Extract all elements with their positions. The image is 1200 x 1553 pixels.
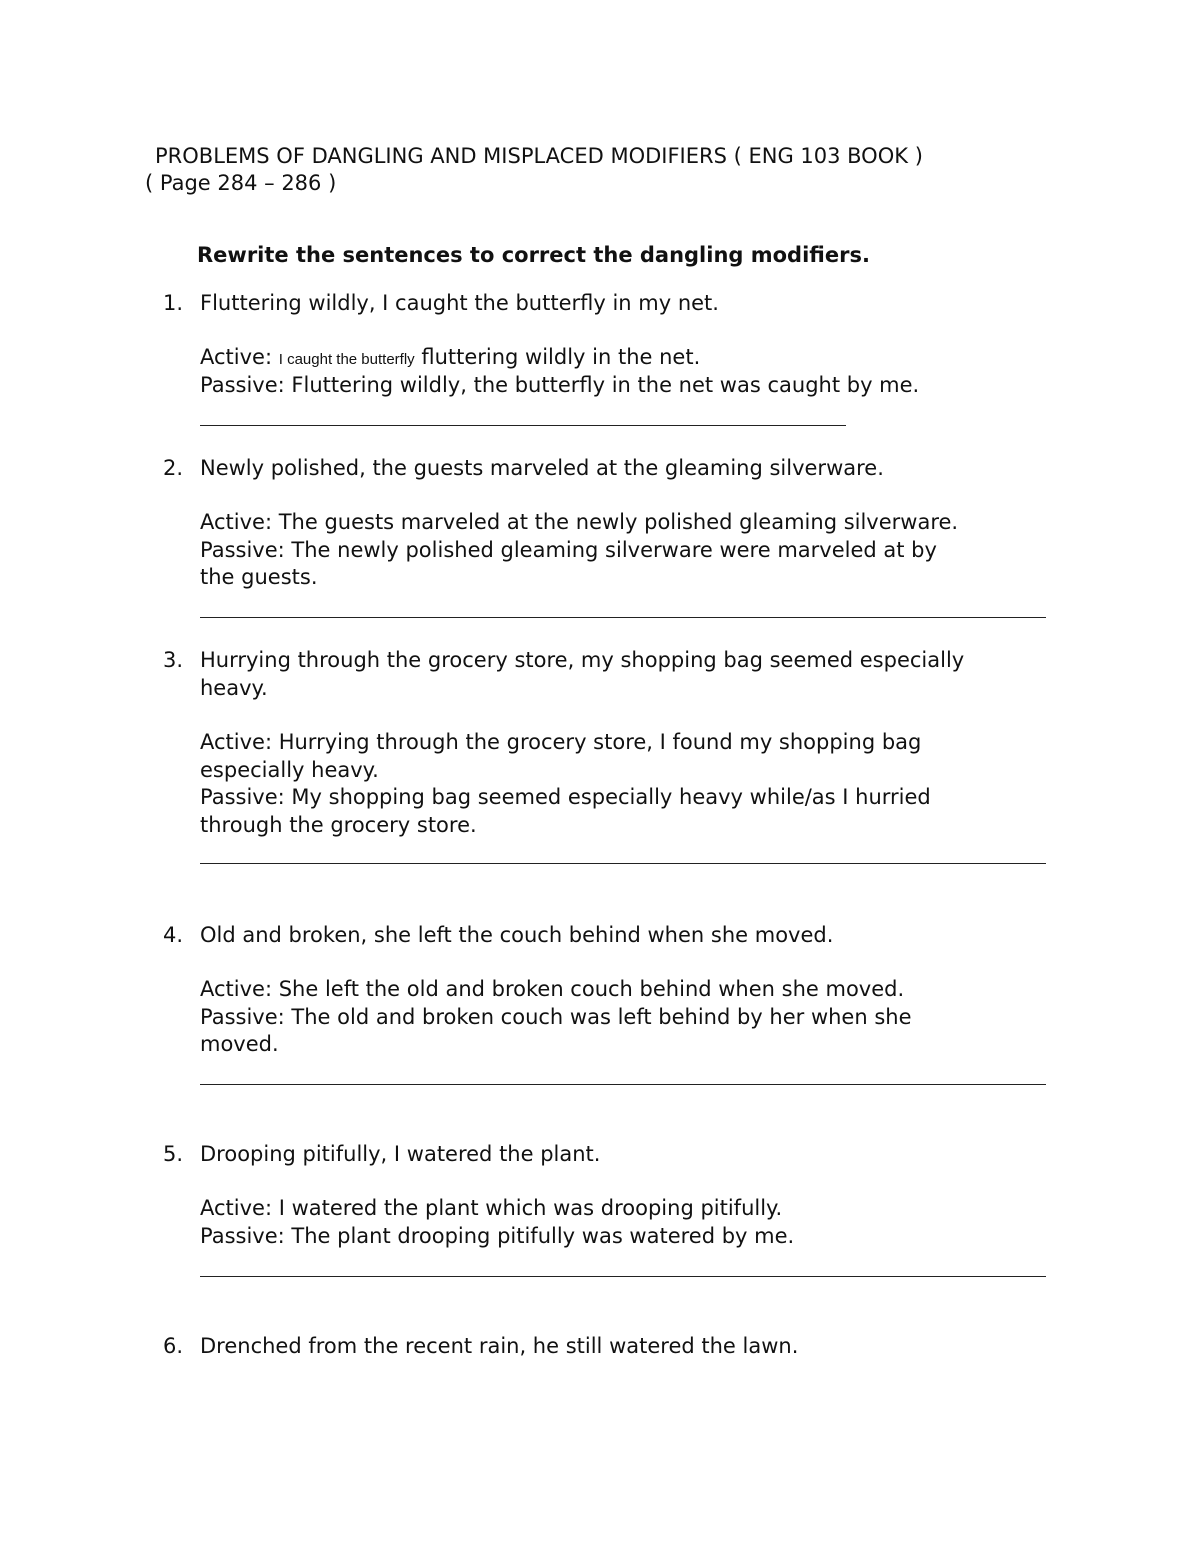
page-range: ( Page 284 – 286 ) — [145, 171, 337, 195]
question-text: Newly polished, the guests marveled at the gleaming silverware. — [200, 456, 884, 480]
passive-answer-cont: through the grocery store. — [200, 813, 477, 837]
passive-answer: Passive: The newly polished gleaming silverware were marveled at by — [200, 538, 937, 562]
instruction: Rewrite the sentences to correct the dangling modifiers. — [197, 243, 870, 267]
active-small-text: I caught the butterfly — [278, 351, 415, 368]
active-answer-cont: especially heavy. — [200, 758, 379, 782]
passive-answer: Passive: Fluttering wildly, the butterfly in the net was caught by me. — [200, 373, 920, 397]
answer-underline — [200, 1276, 1046, 1277]
question-text-cont: heavy. — [200, 676, 268, 700]
answer-underline — [200, 863, 1046, 864]
question-text: Drenched from the recent rain, he still watered the lawn. — [200, 1334, 799, 1358]
passive-answer: Passive: The old and broken couch was left behind by her when she — [200, 1005, 912, 1029]
answer-underline — [200, 425, 846, 426]
answer-underline — [200, 1084, 1046, 1085]
answer-underline — [200, 617, 1046, 618]
question-text: Hurrying through the grocery store, my shopping bag seemed especially — [200, 648, 965, 672]
active-answer: Active: She left the old and broken couch behind when she moved. — [200, 977, 905, 1001]
active-answer: Active: I watered the plant which was drooping pitifully. — [200, 1196, 783, 1220]
item-number: 2. — [163, 456, 184, 480]
question-text: Drooping pitifully, I watered the plant. — [200, 1142, 601, 1166]
passive-answer: Passive: My shopping bag seemed especially heavy while/as I hurried — [200, 785, 931, 809]
item-number: 4. — [163, 923, 184, 947]
item-number: 6. — [163, 1334, 184, 1358]
active-rest-text: fluttering wildly in the net. — [421, 345, 701, 369]
question-text: Fluttering wildly, I caught the butterfly in my net. — [200, 291, 719, 315]
passive-answer-cont: the guests. — [200, 565, 318, 589]
item-number: 1. — [163, 291, 184, 315]
active-answer — [200, 345, 700, 369]
active-answer: Active: The guests marveled at the newly polished gleaming silverware. — [200, 510, 959, 534]
active-answer: Active: Hurrying through the grocery store, I found my shopping bag — [200, 730, 922, 754]
passive-answer-cont: moved. — [200, 1032, 279, 1056]
active-label: Active: — [200, 345, 273, 369]
question-text: Old and broken, she left the couch behind when she moved. — [200, 923, 834, 947]
passive-answer: Passive: The plant drooping pitifully was watered by me. — [200, 1224, 795, 1248]
item-number: 3. — [163, 648, 184, 672]
item-number: 5. — [163, 1142, 184, 1166]
page-title: PROBLEMS OF DANGLING AND MISPLACED MODIFIERS ( ENG 103 BOOK ) — [155, 144, 923, 168]
